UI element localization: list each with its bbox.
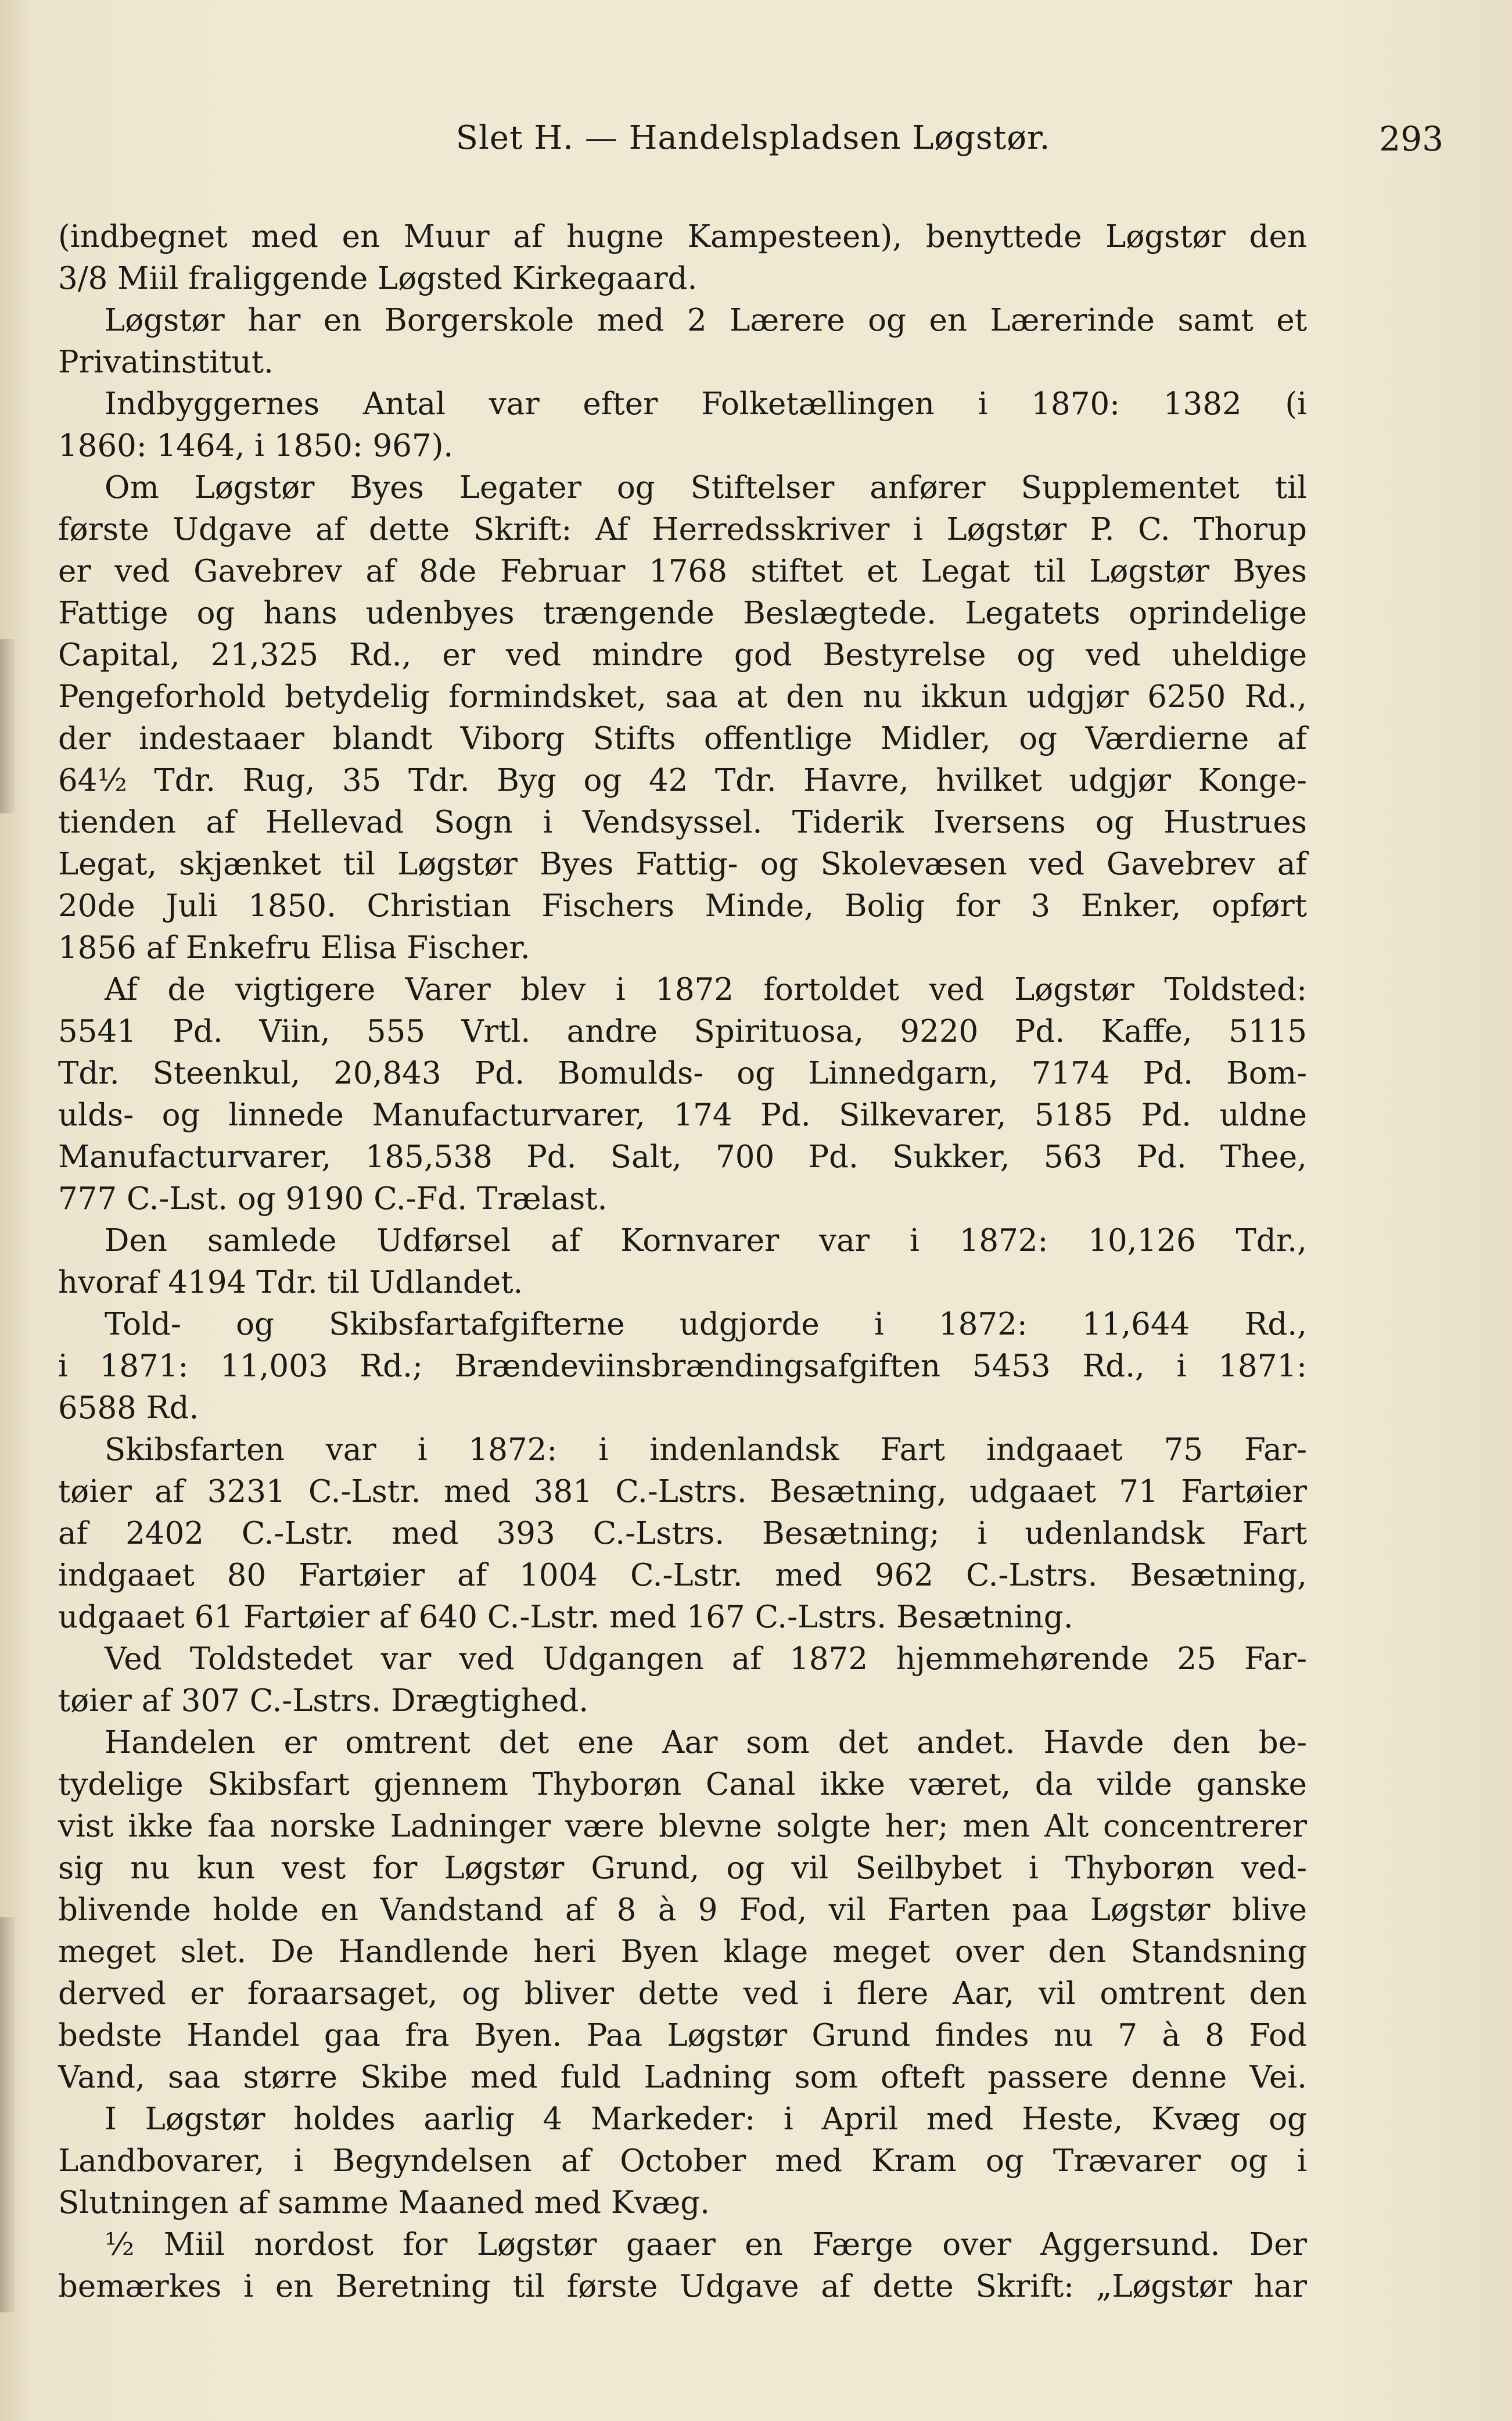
text-line: vist ikke faa norske Ladninger være blevne solgte her; men Alt concentrerer (58, 1809, 1307, 1844)
page-edge-shadow (0, 1917, 15, 2312)
text-line: ½ Miil nordost for Løgstør gaaer en Færge over Aggersund. Der (105, 2227, 1307, 2262)
text-line: Skibsfarten var i 1872: i indenlandsk Fart indgaaet 75 Far- (105, 1432, 1307, 1468)
text-line: 3/8 Miil fraliggende Løgsted Kirkegaard. (58, 261, 698, 296)
text-line: 20de Juli 1850. Christian Fischers Minde, Bolig for 3 Enker, opført (58, 888, 1307, 924)
page-number: 293 (1379, 119, 1443, 159)
text-line: i 1871: 11,003 Rd.; Brændeviinsbrændingsafgiften 5453 Rd., i 1871: (58, 1348, 1307, 1384)
text-line: indgaaet 80 Fartøier af 1004 C.-Lstr. med 962 C.-Lstrs. Besætning, (58, 1558, 1307, 1593)
text-line: Tdr. Steenkul, 20,843 Pd. Bomulds- og Linnedgarn, 7174 Pd. Bom- (58, 1056, 1307, 1091)
running-header (64, 119, 1443, 166)
text-line: 6588 Rd. (58, 1390, 199, 1426)
text-line: af 2402 C.-Lstr. med 393 C.-Lstrs. Besætning; i udenlandsk Fart (58, 1516, 1307, 1551)
text-line: hvoraf 4194 Tdr. til Udlandet. (58, 1265, 523, 1300)
text-line: derved er foraarsaget, og bliver dette ved i flere Aar, vil omtrent den (58, 1976, 1307, 2011)
text-line: Vand, saa større Skibe med fuld Ladning som ofteft passere denne Vei. (58, 2060, 1307, 2095)
text-line: sig nu kun vest for Løgstør Grund, og vil Seilbybet i Thyborøn ved- (58, 1850, 1307, 1886)
text-line: Privatinstitut. (58, 345, 274, 380)
text-line: Manufacturvarer, 185,538 Pd. Salt, 700 Pd. Sukker, 563 Pd. Thee, (58, 1139, 1307, 1175)
text-line: Legat, skjænket til Løgstør Byes Fattig- og Skolevæsen ved Gavebrev af (58, 847, 1307, 882)
text-line: I Løgstør holdes aarlig 4 Markeder: i April med Heste, Kvæg og (105, 2101, 1307, 2137)
text-line: Slutningen af samme Maaned med Kvæg. (58, 2185, 710, 2221)
text-line: Landbovarer, i Begyndelsen af October med Kram og Trævarer og i (58, 2143, 1307, 2179)
text-line: bemærkes i en Beretning til første Udgave af dette Skrift: „Løgstør har (58, 2269, 1307, 2304)
text-line: Told- og Skibsfartafgifterne udgjorde i 1872: 11,644 Rd., (105, 1307, 1307, 1342)
running-title: Slet H. — Handelspladsen Løgstør. (455, 119, 1051, 157)
text-line: ulds- og linnede Manufacturvarer, 174 Pd. Silkevarer, 5185 Pd. uldne (58, 1097, 1307, 1133)
text-line: Af de vigtigere Varer blev i 1872 fortoldet ved Løgstør Toldsted: (105, 972, 1307, 1007)
text-line: Den samlede Udførsel af Kornvarer var i 1872: 10,126 Tdr., (105, 1223, 1307, 1258)
text-line: tydelige Skibsfart gjennem Thyborøn Canal ikke været, da vilde ganske (58, 1767, 1307, 1802)
text-line: tøier af 3231 C.-Lstr. med 381 C.-Lstrs. Besætning, udgaaet 71 Fartøier (58, 1474, 1307, 1509)
text-line: er ved Gavebrev af 8de Februar 1768 stiftet et Legat til Løgstør Byes (58, 554, 1307, 589)
text-line: Handelen er omtrent det ene Aar som det andet. Havde den be- (105, 1725, 1307, 1760)
text-line: 64½ Tdr. Rug, 35 Tdr. Byg og 42 Tdr. Havre, hvilket udgjør Konge- (58, 763, 1307, 798)
text-line: der indestaaer blandt Viborg Stifts offentlige Midler, og Værdierne af (58, 721, 1307, 756)
text-line: (indbegnet med en Muur af hugne Kampesteen), benyttede Løgstør den (58, 219, 1307, 254)
text-line: tienden af Hellevad Sogn i Vendsyssel. Tiderik Iversens og Hustrues (58, 805, 1307, 840)
text-line: 1860: 1464, i 1850: 967). (58, 428, 454, 464)
text-line: Ved Toldstedet var ved Udgangen af 1872 hjemmehørende 25 Far- (105, 1641, 1307, 1677)
text-line: Fattige og hans udenbyes trængende Beslægtede. Legatets oprindelige (58, 596, 1307, 631)
text-line: Om Løgstør Byes Legater og Stiftelser anfører Supplementet til (105, 470, 1307, 505)
text-line: 1856 af Enkefru Elisa Fischer. (58, 930, 530, 966)
text-line: 777 C.-Lst. og 9190 C.-Fd. Trælast. (58, 1181, 608, 1217)
text-line: udgaaet 61 Fartøier af 640 C.-Lstr. med 167 C.-Lstrs. Besætning. (58, 1599, 1073, 1635)
text-line: bedste Handel gaa fra Byen. Paa Løgstør Grund findes nu 7 à 8 Fod (58, 2018, 1307, 2053)
text-line: første Udgave af dette Skrift: Af Herredsskriver i Løgstør P. C. Thorup (58, 512, 1307, 547)
text-line: Capital, 21,325 Rd., er ved mindre god Bestyrelse og ved uheldige (58, 637, 1307, 673)
text-line: Indbyggernes Antal var efter Folketællingen i 1870: 1382 (i (105, 386, 1307, 422)
text-line: 5541 Pd. Viin, 555 Vrtl. andre Spirituosa, 9220 Pd. Kaffe, 5115 (58, 1014, 1307, 1049)
body-text (58, 216, 1307, 2308)
text-line: blivende holde en Vandstand af 8 à 9 Fod, vil Farten paa Løgstør blive (58, 1892, 1307, 1928)
page-edge-shadow (0, 639, 15, 813)
text-line: Løgstør har en Borgerskole med 2 Lærere og en Lærerinde samt et (105, 303, 1307, 338)
text-line: tøier af 307 C.-Lstrs. Drægtighed. (58, 1683, 589, 1719)
text-line: meget slet. De Handlende heri Byen klage meget over den Standsning (58, 1934, 1307, 1970)
text-line: Pengeforhold betydelig formindsket, saa at den nu ikkun udgjør 6250 Rd., (58, 679, 1307, 715)
